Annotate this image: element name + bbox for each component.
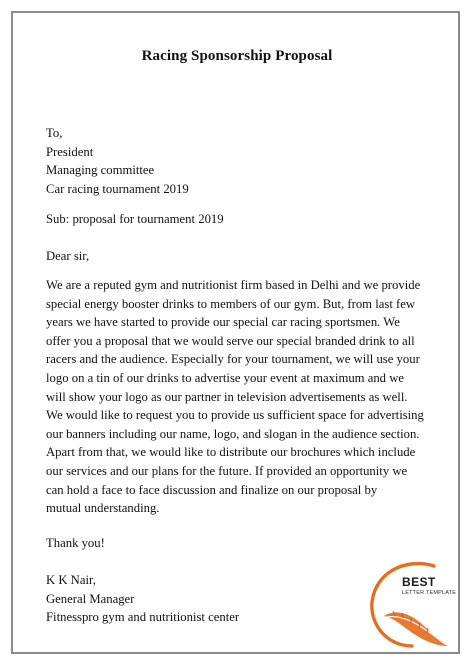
quill-icon [366,558,462,654]
address-line: To, [46,126,63,140]
body-line: our banners including our name, logo, and slogan in the audience section. [46,426,420,441]
address-line: Car racing tournament 2019 [46,181,189,196]
body-line: offer you a proposal that we would serve our special branded drink to all [46,333,415,348]
closing-line: Thank you! [46,536,105,550]
signature-organization: Fitnesspro gym and nutritionist center [46,610,240,625]
signature-name: K K Nair, [46,573,96,587]
body-line: our services and our plans for the future. If provided an opportunity we [46,463,408,478]
body-line: racers and the audience. Especially for your tournament, we will use your [46,352,420,367]
logo-subtext: LETTER TEMPLATE [402,590,457,596]
address-line: Managing committee [46,163,155,178]
body-line: will show your logo as our partner in television advertisements as well. [46,389,408,404]
subject-line: Sub: proposal for tournament 2019 [46,212,224,226]
body-line: logo on a tin of our drinks to advertise your event at maximum and we [46,370,404,385]
body-line: mutual understanding. [46,501,160,516]
document-title: Racing Sponsorship Proposal [141,48,333,64]
greeting: Dear sir, [46,249,90,263]
body-line: special energy booster drinks to members of our gym. But, from last few [46,296,416,311]
body-line: We are a reputed gym and nutritionist firm based in Delhi and we provide [46,278,421,292]
body-line: years we have started to provide our special car racing sportsmen. We [46,315,400,330]
letter-body [46,276,438,518]
body-line: Apart from that, we would like to distribute our brochures which include [46,445,416,460]
signature-title: General Manager [46,591,135,606]
address-line: President [46,144,94,159]
best-letter-template-logo [366,558,462,654]
body-line: can hold a face to face discussion and finalize on our proposal by [46,482,378,497]
logo-wordmark: BEST [402,575,436,589]
body-line: We would like to request you to provide us sufficient space for advertising [46,408,424,423]
recipient-address [46,124,436,198]
